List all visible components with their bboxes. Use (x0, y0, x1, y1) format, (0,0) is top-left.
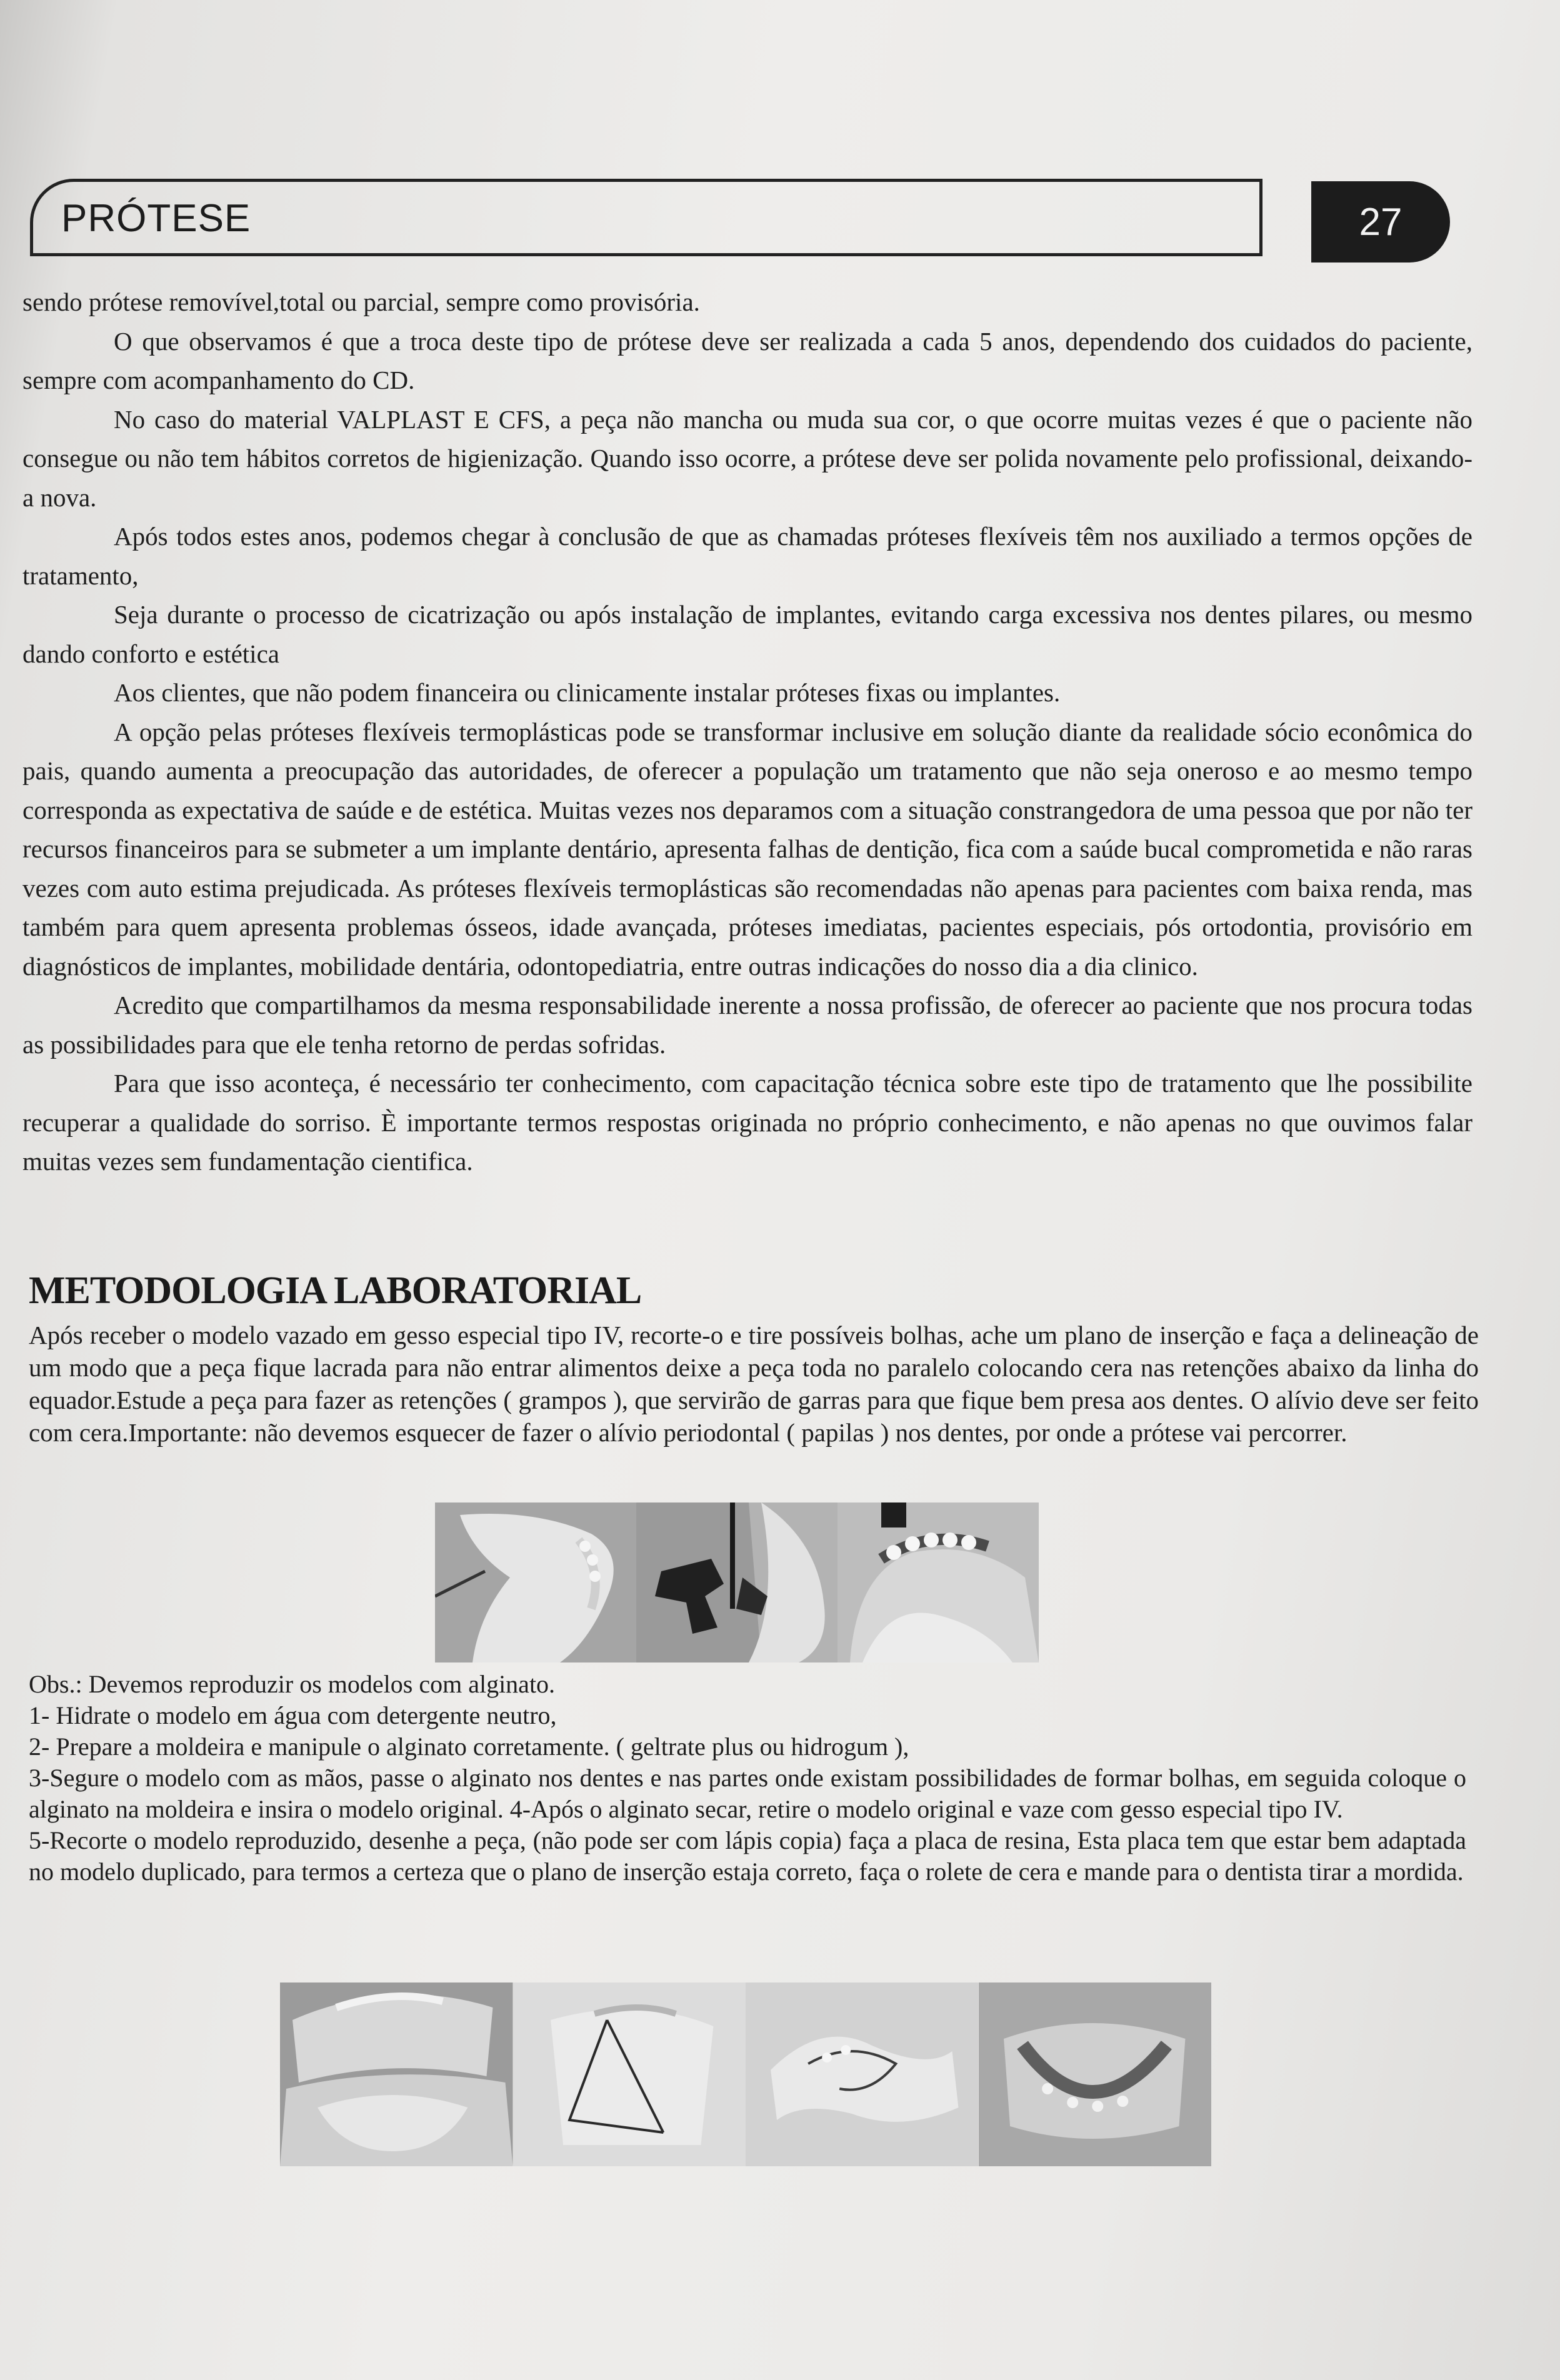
paragraph: O que observamos é que a troca deste tipo de prótese deve ser realizada a cada 5 anos, dependendo dos cuidados do paciente, sempre com acompanhamento do CD. (22, 326, 1472, 394)
paragraph: Acredito que compartilhamos da mesma responsabilidade inerente a nossa profissão, de oferecer ao paciente que nos procura todas as possibilidades para que ele tenha retorno de perdas sofridas. (22, 991, 1472, 1059)
photo-model-outline (513, 1982, 746, 2166)
photo-surveyor-tool (636, 1502, 838, 1662)
paragraph: Após todos estes anos, podemos chegar à conclusão de que as chamadas próteses flexíveis têm nos auxiliado a termos opções de tratamento, (22, 522, 1472, 590)
photo-strip-top (435, 1502, 1039, 1662)
paragraph: No caso do material VALPLAST E CFS, a peça não mancha ou muda sua cor, o que ocorre muitas vezes é que o paciente não consegue ou não tem hábitos corretos de higienização. Quando isso ocorre, a prótese deve ser polida novamente pelo profissional, deixando-a nova. (22, 404, 1472, 512)
paragraph: Para que isso aconteça, é necessário ter conhecimento, com capacitação técnica sobre este tipo de tratamento que lhe possibilite recuperar a qualidade do sorriso. È importante termos respostas originada no próprio conhecimento, e não apenas no que ouvimos falar muitas vezes sem fundamentação cientifica. (22, 1069, 1472, 1176)
obs-line: 1- Hidrate o modelo em água com detergente neutro, (29, 1701, 557, 1729)
obs-line: 5-Recorte o modelo reproduzido, desenhe a peça, (não pode ser com lápis copia) faça a placa de resina, Esta placa tem que estar bem adaptada no modelo duplicado, para termos a certeza que o plano de inserção estaja correto, faça o rolete de cera e mande para o dentista tirar a mordida. (29, 1826, 1466, 1886)
body-text (22, 282, 1472, 1181)
page-number: 27 (1359, 200, 1402, 244)
observations (29, 1669, 1466, 1888)
photo-strip-bottom (280, 1982, 1211, 2166)
photo-resin-plate (746, 1982, 979, 2166)
paragraph: A opção pelas próteses flexíveis termoplásticas pode se transformar inclusive em solução diante da realidade sócio econômica do pais, quando aumenta a preocupação das autoridades, de oferecer a população um tratamento que não seja oneroso e ao mesmo tempo corresponda as expectativa de saúde e de estética. Muitas vezes nos deparamos com a situação constrangedora de uma pessoa que por não ter recursos financeiros para se submeter a um implante dentário, apresenta falhas de dentição, fica com a saúde bucal comprometida e não raras vezes com auto estima prejudicada. As próteses flexíveis termoplásticas são recomendadas não apenas para pacientes com baixa renda, mas também para quem apresenta problemas ósseos, idade avançada, próteses imediatas, pacientes especiais, pós ortodontia, provisório em diagnósticos de implantes, mobilidade dentária, odontopediatria, entre outras indicações do nosso dia a dia clinico. (22, 717, 1472, 981)
obs-line: 2- Prepare a moldeira e manipule o alginato corretamente. ( geltrate plus ou hidrogum ), (29, 1732, 909, 1761)
header-title: PRÓTESE (61, 197, 251, 240)
obs-line: Obs.: Devemos reproduzir os modelos com alginato. (29, 1670, 556, 1698)
section-text: Após receber o modelo vazado em gesso especial tipo IV, recorte-o e tire possíveis bolhas, ache um plano de inserção e faça a delineação de um modo que a peça fique lacrada para não entrar alimentos deixe a peça toda no paralelo colocando cera nas retenções abaixo da linha do equador.Estude a peça para fazer as retenções ( grampos ), que servirão de garras para que fique bem presa aos dentes. O alívio deve ser feito com cera.Importante: não devemos esquecer de fazer o alívio periodontal ( papilas ) nos dentes, por onde a prótese vai percorrer. (29, 1321, 1479, 1447)
photo-wax-rim (979, 1982, 1212, 2166)
paragraph: Aos clientes, que não podem financeira ou clinicamente instalar próteses fixas ou implantes. (114, 678, 1061, 707)
photo-dental-model-cast (435, 1502, 636, 1662)
photo-alginate-molds (280, 1982, 513, 2166)
paragraph: Seja durante o processo de cicatrização ou após instalação de implantes, evitando carga excessiva nos dentes pilares, ou mesmo dando conforto e estética (22, 600, 1472, 668)
obs-line: 3-Segure o modelo com as mãos, passe o alginato nos dentes e nas partes onde existam possibilidades de formar bolhas, em seguida coloque o alginato na moldeira e insira o modelo original. 4-Após o alginato secar, retire o modelo original e vaze com gesso especial tipo IV. (29, 1764, 1466, 1823)
photo-model-with-teeth (838, 1502, 1039, 1662)
section-title: METODOLOGIA LABORATORIAL (29, 1269, 642, 1312)
paragraph: sendo prótese removível,total ou parcial, sempre como provisória. (22, 288, 700, 316)
page-number-badge (1311, 181, 1450, 262)
